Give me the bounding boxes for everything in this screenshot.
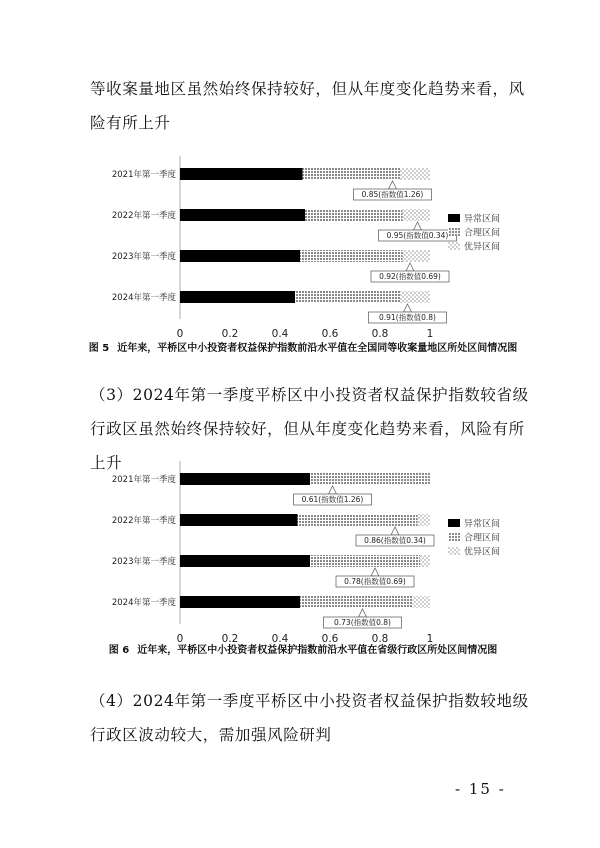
- pointer-label: 0.91(指数值0.8): [379, 313, 436, 323]
- x-tick-label: 0: [176, 633, 184, 645]
- category-label: 2023年第一季度: [111, 557, 176, 567]
- bar-excellent: [413, 596, 431, 608]
- legend-label: 优异区间: [464, 242, 501, 253]
- x-tick-label: 0.6: [321, 328, 339, 340]
- legend-label: 异常区间: [464, 519, 501, 530]
- x-tick-label: 0.2: [221, 328, 239, 340]
- x-tick-label: 0.4: [271, 328, 289, 340]
- bar-abnormal: [180, 596, 300, 608]
- pointer-arrow: [414, 222, 422, 230]
- page-number: - 15 -: [455, 780, 506, 798]
- bar-abnormal: [180, 291, 295, 303]
- bar-reasonable: [295, 291, 400, 303]
- pointer-label: 0.78(指数值0.69): [344, 577, 406, 587]
- legend-label: 合理区间: [464, 533, 501, 544]
- x-tick-label: 1: [426, 633, 434, 645]
- category-label: 2021年第一季度: [111, 170, 176, 180]
- pointer-arrow: [389, 181, 397, 189]
- pointer-label: 0.92(指数值0.69): [379, 272, 441, 282]
- x-tick-label: 0.6: [321, 633, 339, 645]
- bar-reasonable: [303, 168, 401, 180]
- category-label: 2022年第一季度: [111, 516, 176, 526]
- x-tick-label: 1: [426, 328, 434, 340]
- pointer-arrow: [404, 304, 412, 312]
- legend-label: 异常区间: [464, 214, 501, 225]
- bar-reasonable: [310, 473, 430, 485]
- body-paragraph: （3）2024年第一季度平桥区中小投资者权益保护指数较省级行政区虽然始终保持较好，但从年度变化趋势来看，风险有所上升: [90, 386, 529, 472]
- x-tick-label: 0.8: [371, 633, 389, 645]
- body-paragraph: 等收案量地区虽然始终保持较好，但从年度变化趋势来看，风险有所上升: [90, 80, 525, 132]
- figure-number: 图 6: [108, 645, 130, 656]
- category-label: 2021年第一季度: [111, 475, 176, 485]
- legend-label: 优异区间: [464, 547, 501, 558]
- x-tick-label: 0: [176, 328, 184, 340]
- pointer-arrow: [391, 527, 399, 535]
- category-label: 2024年第一季度: [111, 598, 176, 608]
- figure-caption: [78, 643, 528, 658]
- category-label: 2024年第一季度: [111, 293, 176, 303]
- bar-abnormal: [180, 514, 298, 526]
- chart-fig5: [80, 150, 540, 340]
- bar-reasonable: [310, 555, 420, 567]
- bar-abnormal: [180, 250, 300, 262]
- legend-swatch-abnormal: [448, 214, 460, 222]
- pointer-arrow: [359, 609, 367, 617]
- pointer-arrow: [406, 263, 414, 271]
- pointer-arrow: [329, 486, 337, 494]
- bar-abnormal: [180, 555, 310, 567]
- legend-label: 合理区间: [464, 228, 501, 239]
- pointer-label: 0.61(指数值1.26): [301, 495, 364, 505]
- figure-caption-text: 近年来，平桥区中小投资者权益保护指数前沿水平值在省级行政区所处区间情况图: [137, 645, 498, 656]
- figure-caption-text: 近年来，平桥区中小投资者权益保护指数前沿水平值在全国同等收案量地区所处区间情况图: [117, 343, 518, 354]
- bar-reasonable: [298, 514, 418, 526]
- bar-reasonable: [300, 596, 413, 608]
- bar-excellent: [418, 514, 431, 526]
- category-label: 2022年第一季度: [111, 211, 176, 221]
- bar-abnormal: [180, 168, 303, 180]
- x-tick-label: 0.8: [371, 328, 389, 340]
- figure-number: 图 5: [88, 343, 110, 354]
- legend-swatch-abnormal: [448, 519, 460, 527]
- chart-fig6: [80, 455, 540, 645]
- pointer-label: 0.85(指数值1.26): [361, 190, 424, 200]
- bar-reasonable: [300, 250, 403, 262]
- bar-excellent: [400, 168, 430, 180]
- x-tick-label: 0.4: [271, 633, 289, 645]
- pointer-label: 0.95(指数值0.34): [386, 231, 449, 241]
- pointer-label: 0.73(指数值0.8): [334, 618, 391, 628]
- bar-reasonable: [305, 209, 403, 221]
- legend-swatch-excellent: [448, 242, 460, 250]
- figure-caption: [78, 341, 528, 356]
- bar-excellent: [420, 555, 430, 567]
- pointer-arrow: [371, 568, 379, 576]
- legend-swatch-reasonable: [448, 533, 460, 541]
- bar-excellent: [403, 250, 431, 262]
- bar-abnormal: [180, 209, 305, 221]
- category-label: 2023年第一季度: [111, 252, 176, 262]
- chart-fig6-svg: [80, 455, 540, 645]
- legend-swatch-reasonable: [448, 228, 460, 236]
- body-paragraph: （4）2024年第一季度平桥区中小投资者权益保护指数较地级行政区波动较大，需加强风险研判: [90, 692, 529, 744]
- legend-swatch-excellent: [448, 547, 460, 555]
- chart-fig5-svg: [80, 150, 540, 340]
- bar-excellent: [403, 209, 431, 221]
- bar-excellent: [400, 291, 430, 303]
- x-tick-label: 0.2: [221, 633, 239, 645]
- bar-abnormal: [180, 473, 310, 485]
- pointer-label: 0.86(指数值0.34): [364, 536, 426, 546]
